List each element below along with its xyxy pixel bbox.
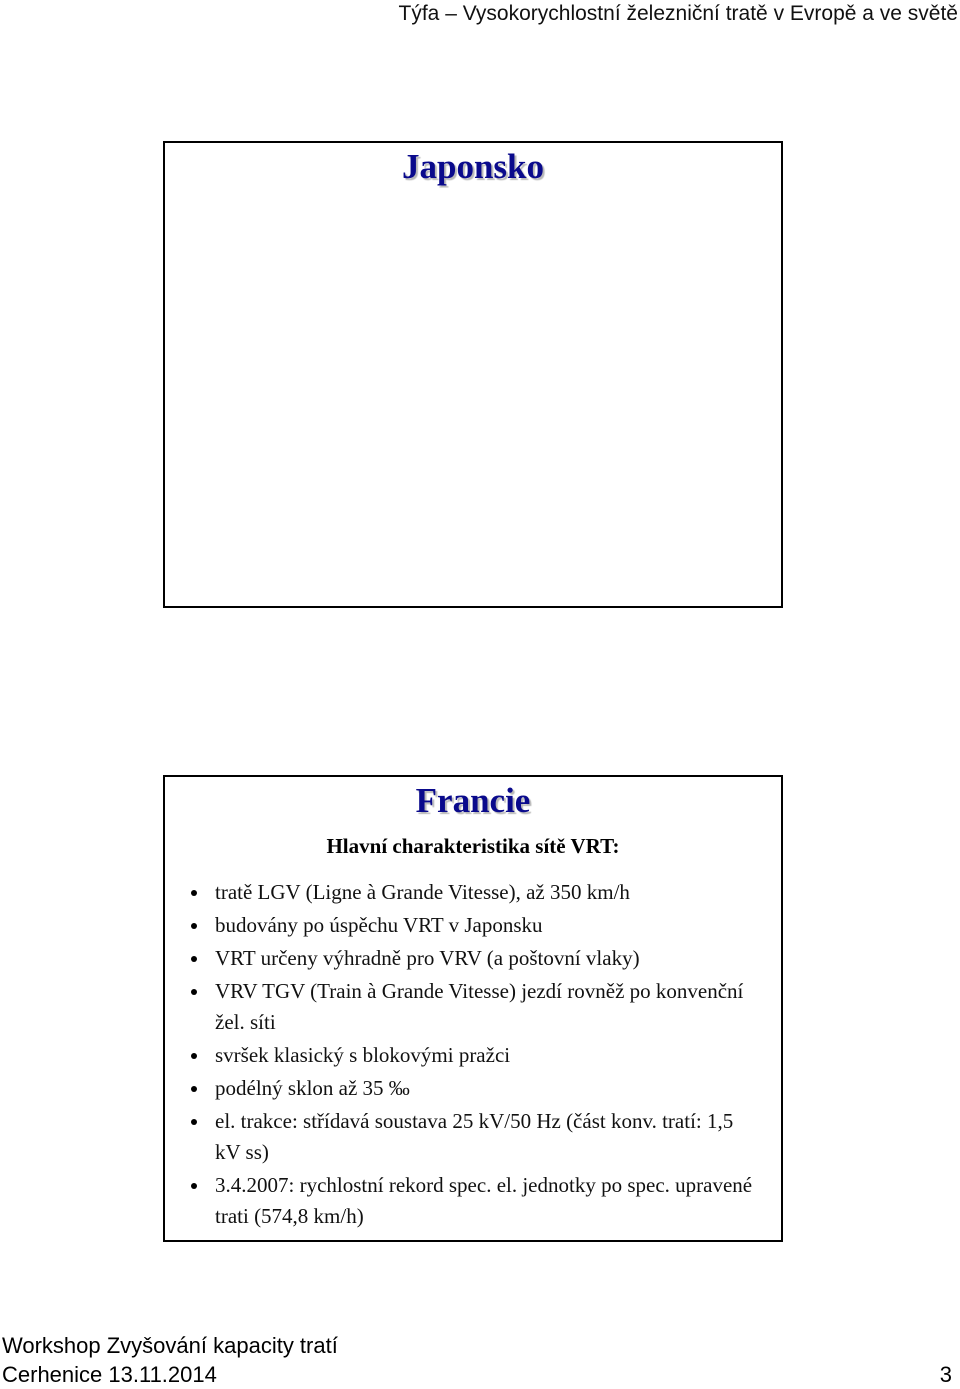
list-item-text: podélný sklon až 35 ‰ — [215, 1076, 410, 1100]
list-item-text: el. trakce: střídavá soustava 25 kV/50 Hz (část konv. tratí: 1,5 kV ss) — [215, 1109, 734, 1164]
bullet-icon — [191, 1119, 197, 1125]
bullet-icon — [191, 1183, 197, 1189]
list-item-text: VRV TGV (Train à Grande Vitesse) jezdí rovněž po konvenční žel. síti — [215, 979, 744, 1034]
list-item — [189, 943, 761, 974]
slide-title: Francie — [415, 781, 531, 820]
slide-japonsko — [163, 141, 783, 608]
list-item-text: VRT určeny výhradně pro VRV (a poštovní vlaky) — [215, 946, 640, 970]
list-item — [189, 1040, 761, 1071]
list-item — [189, 1073, 761, 1104]
slide-francie — [163, 775, 783, 1242]
list-item — [189, 1106, 761, 1168]
slide-subtitle: Hlavní charakteristika sítě VRT: — [326, 834, 620, 858]
bullet-icon — [191, 1053, 197, 1059]
bullet-icon — [191, 956, 197, 962]
bullet-icon — [191, 989, 197, 995]
running-header: Týfa – Vysokorychlostní železniční tratě v Evropě a ve světě — [398, 2, 958, 25]
list-item-text: tratě LGV (Ligne à Grande Vitesse), až 350 km/h — [215, 880, 630, 904]
footer-place-date: Cerhenice 13.11.2014 — [2, 1362, 217, 1387]
list-item — [189, 910, 761, 941]
bullet-list — [189, 877, 761, 1234]
footer-workshop: Workshop Zvyšování kapacity tratí — [2, 1333, 338, 1358]
bullet-icon — [191, 923, 197, 929]
list-item — [189, 1170, 761, 1232]
list-item-text: budovány po úspěchu VRT v Japonsku — [215, 913, 543, 937]
list-item — [189, 976, 761, 1038]
list-item — [189, 877, 761, 908]
list-item-text: svršek klasický s blokovými pražci — [215, 1043, 511, 1067]
bullet-icon — [191, 1086, 197, 1092]
slide-title: Japonsko — [401, 147, 545, 186]
page-number: 3 — [939, 1362, 952, 1387]
list-item-text: 3.4.2007: rychlostní rekord spec. el. jednotky po spec. upravené trati (574,8 km/h) — [215, 1173, 753, 1228]
bullet-icon — [191, 890, 197, 896]
